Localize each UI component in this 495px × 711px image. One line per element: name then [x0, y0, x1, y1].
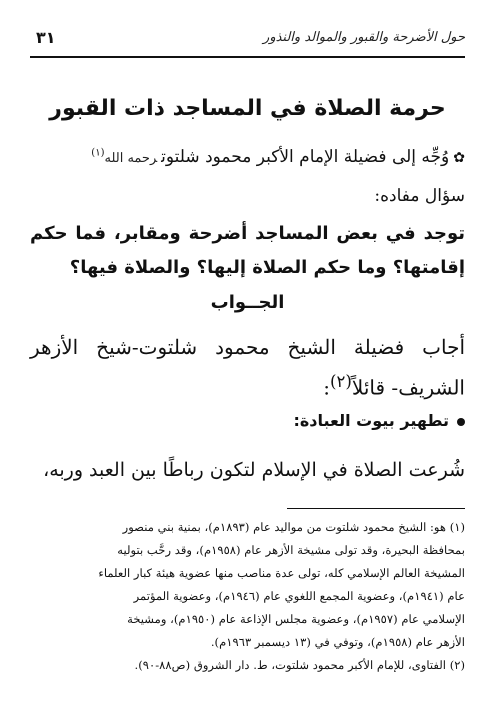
answer-colon: :: [323, 375, 330, 400]
page-header: [30, 28, 465, 54]
section-heading: [30, 411, 465, 430]
section-heading-text: تطهير بيوت العبادة:: [293, 411, 449, 430]
page-number: ٣١: [36, 28, 56, 47]
footnote-line: المشيخة العالم الإسلامي كله، تولى عدة مناصب منها عضوية هيئة كبار العلماء: [98, 566, 465, 580]
flower-ornament-icon: ✿: [453, 150, 465, 166]
footnote-line: (١) هو: الشيخ محمود شلتوت من مواليد عام (١٨٩٣م)، بمنية بني منصور: [122, 520, 465, 534]
question-intro: [30, 147, 465, 167]
body-line: شُرعت الصلاة في الإسلام لتكون رباطًا بين العبد وربه،: [43, 459, 465, 481]
bullet-icon: [457, 418, 465, 426]
header-rule: [30, 56, 465, 58]
footnote-line: بمحافظة البحيرة، وقد تولى مشيخة الأزهر عام (١٩٥٨م)، وقد رحَّب بتوليه: [117, 543, 465, 557]
honorific: رحمه الله: [104, 151, 158, 166]
answer-line-1: أجاب فضيلة الشيخ محمود شلتوت-شيخ الأزهر: [30, 335, 465, 359]
question-label: سؤال مفاده:: [374, 186, 465, 206]
running-title: حول الأضرحة والقبور والموالد والنذور: [263, 30, 465, 45]
footnote-line: الأزهر عام (١٩٥٨م)، وتوفي في (١٣ ديسمبر ١٩٦٣م).: [210, 635, 465, 649]
answer-line-2: [30, 372, 465, 400]
answer-heading: الجــواب: [210, 292, 285, 313]
footnote-line: عام (١٩٤١م)، وعضوية المجمع اللغوي عام (١٩٤٦م)، وعضوية المؤتمر: [133, 589, 465, 603]
footnote-line: الإسلامي عام (١٩٥٧م)، وعضوية مجلس الإذاعة عام (١٩٥٠م)، ومشيخة: [127, 612, 465, 626]
answer-line-2-text: الشريف- قائلاً: [351, 375, 465, 400]
footnote-line: (٢) الفتاوى، للإمام الأكبر محمود شلتوت، ط. دار الشروق (ص٨٨-٩٠).: [134, 658, 465, 672]
chapter-title: حرمة الصلاة في المساجد ذات القبور: [49, 96, 446, 121]
footnote-ref-1: (١): [91, 147, 105, 159]
question-line-1: توجد في بعض المساجد أضرحة ومقابر، فما حكم: [30, 223, 465, 244]
footnote-ref-2: (٢): [329, 372, 352, 391]
question-intro-text: وُجِّه إلى فضيلة الإمام الأكبر محمود شلتوت: [161, 147, 450, 167]
question-line-2: إقامتها؟ وما حكم الصلاة إليها؟ والصلاة فيها؟: [69, 257, 465, 278]
footnote-separator: [287, 508, 465, 509]
